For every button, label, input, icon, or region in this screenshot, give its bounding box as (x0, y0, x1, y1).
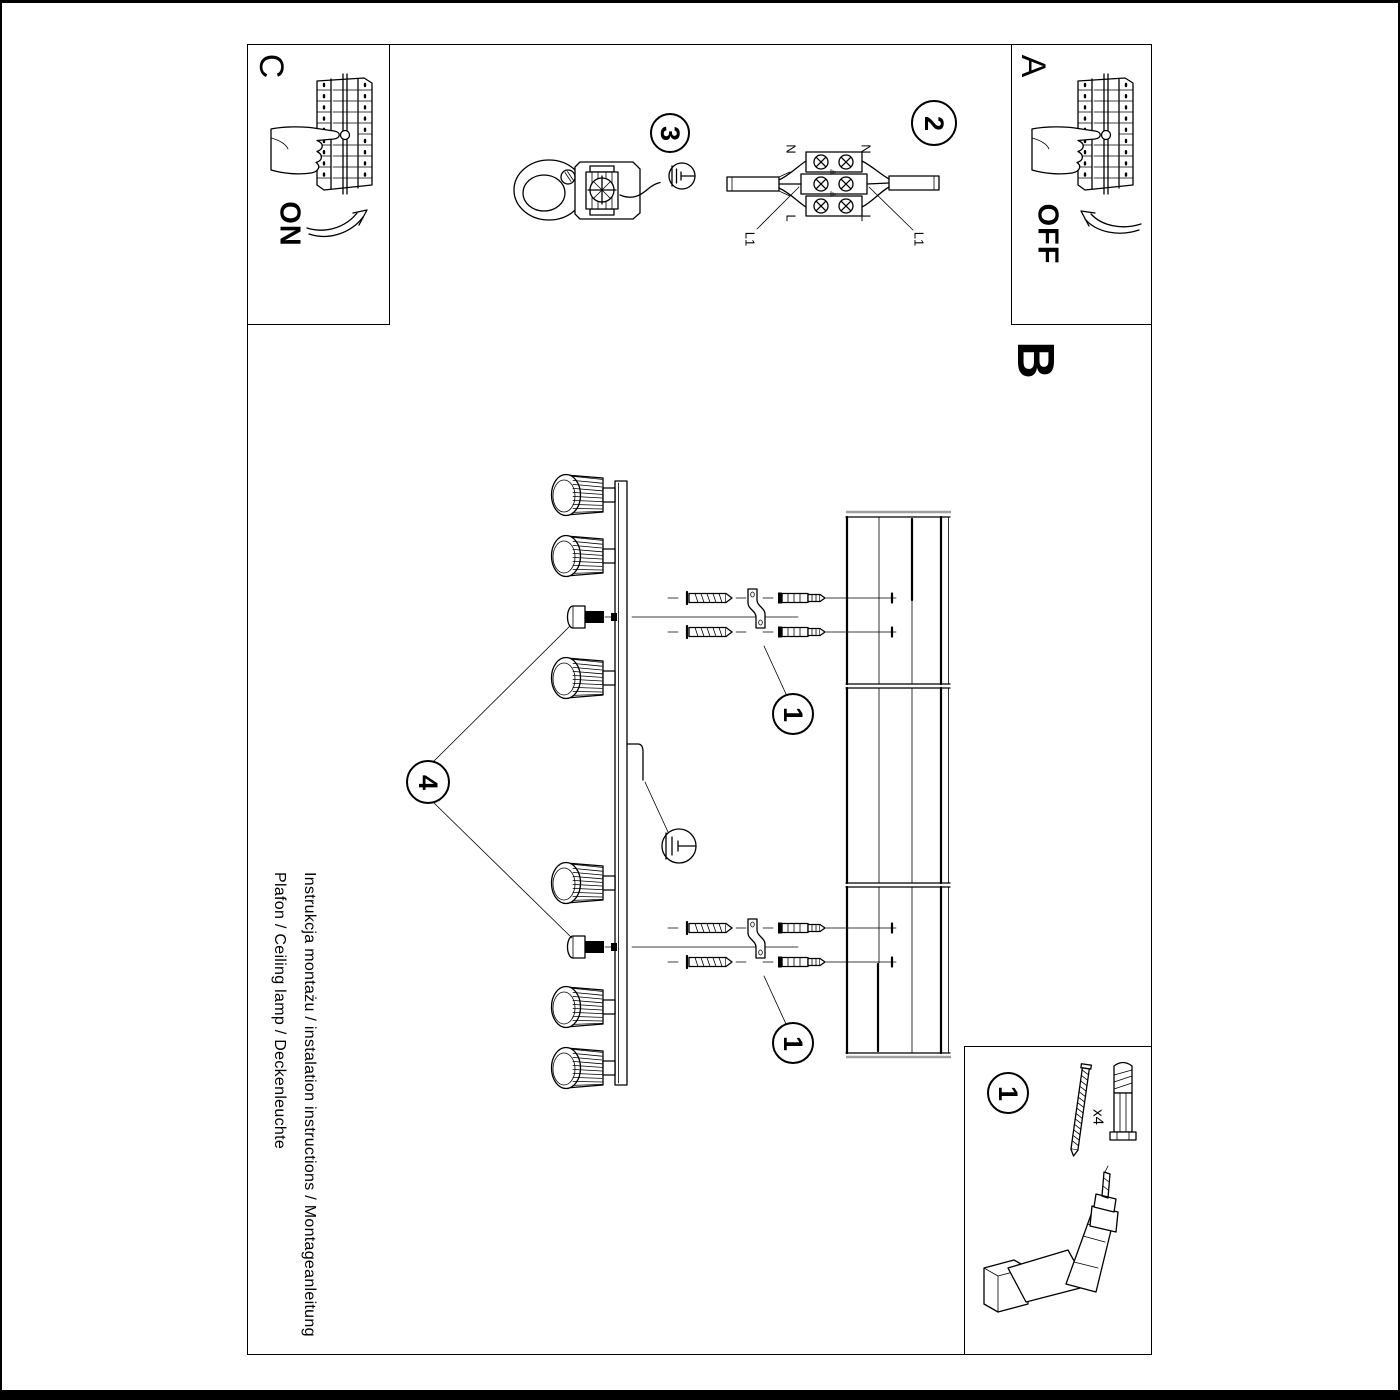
wall-anchor-set-top (668, 589, 896, 694)
section-label-c: C (252, 53, 290, 79)
terminal-label-n-right: N (858, 144, 874, 154)
kit-wall-plug-icon (1110, 1063, 1136, 1141)
step-number-1: 1 (778, 1035, 809, 1051)
ground-wire (627, 744, 643, 780)
step-number-3: 3 (655, 125, 686, 141)
power-cable-right (862, 161, 939, 207)
terminal-label-n-left: N (783, 144, 799, 154)
lamp-holder-illustration (514, 160, 695, 220)
ceiling-lamp-illustration (434, 475, 696, 1089)
instructions-text: Instrukcja montażu / instalation instructions / Montageanleitung (301, 872, 318, 1337)
leader-line-l1-right (869, 187, 913, 230)
wall-anchor-set-bottom (668, 919, 896, 1024)
ground-symbol-icon-small (669, 163, 695, 189)
step-number-1: 1 (993, 1085, 1024, 1101)
terminal-block-illustration (727, 152, 939, 230)
leader-line-step1-bottom (764, 976, 786, 1024)
step-circle-1-bottom (772, 1022, 814, 1064)
leader-line-ground (645, 782, 668, 832)
terminal-label-l1-right: L1 (911, 231, 927, 247)
terminal-label-l-right: L (858, 214, 874, 222)
power-cable-left (727, 161, 806, 207)
terminal-label-l1-left: L1 (742, 231, 758, 247)
step-number-1: 1 (778, 706, 809, 722)
arrow-counterclockwise-icon (1081, 211, 1141, 233)
step-circle-3 (650, 113, 690, 153)
ceiling-cross-section (846, 512, 951, 1057)
terminal-label-l-left: L (783, 214, 799, 222)
leader-line-step4-top (434, 626, 570, 761)
kit-screw-icon (1069, 1064, 1092, 1157)
section-label-b: B (1006, 341, 1064, 379)
section-label-a: A (1014, 54, 1052, 78)
step-circle-4 (406, 760, 450, 804)
step-circle-1-top (772, 693, 814, 735)
leader-line-step1-top (764, 646, 786, 694)
ground-symbol-icon-large (662, 829, 696, 863)
quantity-label: x4 (1089, 1109, 1107, 1125)
step-number-2: 2 (919, 115, 950, 131)
step-circle-2 (911, 100, 957, 146)
arrow-clockwise-icon (307, 210, 367, 236)
switch-state-off: OFF (1031, 203, 1064, 265)
leader-line-l1-left (757, 187, 799, 229)
step-circle-1-kit (987, 1072, 1029, 1114)
switch-state-on: ON (273, 201, 306, 247)
step-number-4: 4 (413, 774, 444, 790)
product-text: Plafon / Ceiling lamp / Deckenleuchte (271, 872, 288, 1150)
drill-icon (984, 1166, 1118, 1312)
leader-line-step4-bottom (434, 803, 572, 938)
